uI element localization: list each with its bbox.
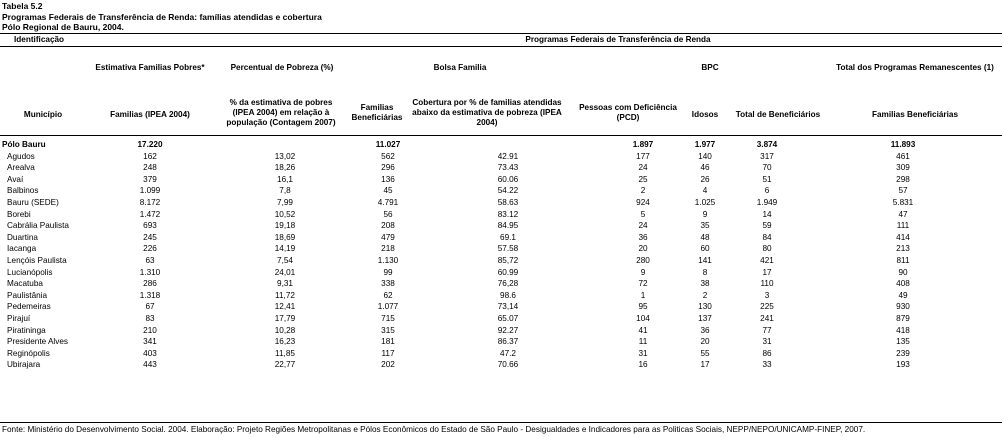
cell-total-beneficiarios: 3 <box>764 290 770 300</box>
cell-pcd: 104 <box>636 313 650 323</box>
table-row <box>0 209 1002 221</box>
data-table <box>0 139 1002 371</box>
cell-remanescentes: 461 <box>896 151 910 161</box>
cell-pcd: 24 <box>638 163 648 173</box>
top-rule <box>0 33 1002 34</box>
cell-municipio: Reginópolis <box>7 348 50 358</box>
header-total-beneficiarios: Total de Beneficiários <box>735 110 821 119</box>
cell-cobertura: 70.66 <box>497 360 519 370</box>
cell-pcd: 72 <box>638 279 648 289</box>
cell-total-beneficiarios: 14 <box>762 209 772 219</box>
cell-familias-ipea: 245 <box>143 232 157 242</box>
header-familias-beneficiarias: Familias Beneficiárias <box>351 103 403 122</box>
cell-familias-ipea: 1.318 <box>139 290 161 300</box>
cell-idosos: 1.025 <box>694 197 716 207</box>
table-row <box>0 336 1002 348</box>
cell-familias-ipea: 443 <box>143 360 157 370</box>
cell-municipio: Borebi <box>7 209 31 219</box>
cell-idosos: 36 <box>700 325 710 335</box>
cell-municipio: Agudos <box>7 151 35 161</box>
cell-cobertura <box>410 139 606 151</box>
cell-total-beneficiarios: 110 <box>760 279 774 289</box>
table-body <box>0 139 1002 371</box>
cell-remanescentes: 135 <box>896 337 910 347</box>
header-programas: Programas Federais de Transferência de Renda <box>525 35 711 44</box>
cell-pct-pobreza: 13,02 <box>274 151 296 161</box>
cell-idosos: 4 <box>702 186 708 196</box>
cell-total-beneficiarios: 421 <box>760 255 774 265</box>
cell-remanescentes: 111 <box>896 221 910 231</box>
cell-total-beneficiarios: 241 <box>760 313 774 323</box>
cell-cobertura: 60.99 <box>497 267 519 277</box>
header-familias-beneficiarias-2: Familias Beneficiárias <box>871 110 958 119</box>
cell-pcd: 1.897 <box>632 140 654 149</box>
cell-total-beneficiarios: 6 <box>764 186 770 196</box>
cell-familias-ipea: 17.220 <box>137 140 163 149</box>
header-percentual: Percentual de Pobreza (%) <box>230 63 334 72</box>
cell-familias-ipea: 1.472 <box>139 209 161 219</box>
table-title-block <box>2 1 322 33</box>
cell-familias-beneficiarias: 117 <box>381 348 395 358</box>
cell-familias-ipea: 693 <box>143 221 157 231</box>
cell-pcd: 924 <box>636 197 650 207</box>
header-municipio: Município <box>23 110 63 119</box>
cell-remanescentes: 879 <box>896 313 910 323</box>
table-row <box>0 243 1002 255</box>
cell-total-beneficiarios: 33 <box>762 360 772 370</box>
cell-familias-beneficiarias: 99 <box>383 267 393 277</box>
cell-idosos: 55 <box>700 348 710 358</box>
table-row <box>0 359 1002 371</box>
cell-municipio: Lençóis Paulista <box>7 255 67 265</box>
cell-pct-pobreza: 16,1 <box>277 174 293 184</box>
header-identificacao: Identificação <box>14 35 65 44</box>
cell-familias-beneficiarias: 1.077 <box>377 302 399 312</box>
cell-familias-ipea: 379 <box>143 174 157 184</box>
cell-familias-ipea: 403 <box>143 348 157 358</box>
cell-familias-beneficiarias: 136 <box>381 174 395 184</box>
cell-pct-pobreza: 7,99 <box>277 197 293 207</box>
cell-pcd: 11 <box>638 337 648 347</box>
cell-familias-ipea: 1.310 <box>139 267 161 277</box>
table-bottom-rule <box>0 422 1002 423</box>
cell-pcd: 2 <box>640 186 646 196</box>
cell-familias-beneficiarias: 315 <box>381 325 395 335</box>
cell-familias-ipea: 1.099 <box>139 186 161 196</box>
cell-cobertura: 54.22 <box>497 186 519 196</box>
cell-remanescentes: 5.831 <box>892 197 914 207</box>
cell-pcd: 24 <box>638 221 648 231</box>
cell-familias-beneficiarias: 562 <box>381 151 395 161</box>
cell-familias-beneficiarias: 202 <box>381 360 395 370</box>
table-row <box>0 290 1002 302</box>
cell-municipio: Duartina <box>7 232 38 242</box>
cell-remanescentes: 930 <box>896 302 910 312</box>
cell-remanescentes: 90 <box>898 267 908 277</box>
table-row <box>0 325 1002 337</box>
cell-total-beneficiarios: 70 <box>762 163 772 173</box>
cell-total-beneficiarios: 317 <box>760 151 774 161</box>
table-subtitle: Pólo Regional de Bauru, 2004. <box>2 22 124 32</box>
cell-remanescentes: 298 <box>896 174 910 184</box>
table-row <box>0 151 1002 163</box>
cell-pcd: 95 <box>638 302 648 312</box>
cell-pct-pobreza: 12,41 <box>274 302 296 312</box>
cell-cobertura: 58.63 <box>497 197 519 207</box>
header-bottom-rule <box>0 135 1002 136</box>
cell-familias-ipea: 162 <box>143 151 157 161</box>
cell-municipio: Macatuba <box>7 279 43 289</box>
cell-municipio: Bauru (SEDE) <box>7 197 59 207</box>
cell-idosos: 1.977 <box>694 140 716 149</box>
cell-pct-pobreza: 11,85 <box>275 348 295 358</box>
table-row <box>0 255 1002 267</box>
cell-total-beneficiarios: 1.949 <box>756 197 778 207</box>
cell-cobertura: 60.06 <box>497 174 519 184</box>
header-cobertura: Cobertura por % de familias atendidas abaixo da estimativa de pobreza (IPEA 2004) <box>412 98 562 127</box>
cell-pct-pobreza: 10,52 <box>274 209 296 219</box>
cell-pcd: 36 <box>638 232 648 242</box>
cell-familias-beneficiarias: 208 <box>381 221 395 231</box>
cell-familias-beneficiarias: 479 <box>381 232 395 242</box>
cell-cobertura: 69.1 <box>500 232 516 242</box>
cell-familias-ipea: 67 <box>145 302 155 312</box>
cell-familias-beneficiarias: 62 <box>383 290 393 300</box>
cell-total-beneficiarios: 225 <box>760 302 774 312</box>
table-row-total <box>0 139 1002 151</box>
cell-municipio: Presidente Alves <box>7 337 68 347</box>
cell-familias-beneficiarias: 56 <box>383 209 393 219</box>
cell-pcd: 5 <box>640 209 646 219</box>
cell-familias-beneficiarias: 181 <box>381 337 395 347</box>
cell-idosos: 26 <box>700 174 710 184</box>
cell-cobertura: 84.95 <box>497 221 519 231</box>
cell-total-beneficiarios: 31 <box>762 337 772 347</box>
cell-cobertura: 65.07 <box>497 313 519 323</box>
cell-cobertura: 76,28 <box>497 279 519 289</box>
cell-cobertura: 92.27 <box>497 325 519 335</box>
cell-municipio: Pedemeiras <box>7 302 51 312</box>
cell-municipio: Paulistânia <box>7 290 48 300</box>
table-row <box>0 162 1002 174</box>
cell-pct-pobreza: 18,26 <box>274 163 296 173</box>
header-pct-estimativa: % da estimativa de pobres (IPEA 2004) em relação à população (Contagem 2007) <box>226 98 336 127</box>
cell-familias-beneficiarias: 4.791 <box>377 197 399 207</box>
cell-remanescentes: 811 <box>896 255 910 265</box>
cell-familias-beneficiarias: 296 <box>381 163 395 173</box>
cell-cobertura: 57.58 <box>497 244 519 254</box>
cell-cobertura: 47.2 <box>500 348 516 358</box>
cell-idosos: 137 <box>698 313 712 323</box>
cell-remanescentes: 47 <box>898 209 908 219</box>
table-row <box>0 348 1002 360</box>
cell-idosos: 9 <box>702 209 708 219</box>
table-row <box>0 197 1002 209</box>
cell-municipio: Arealva <box>7 163 35 173</box>
cell-idosos: 141 <box>698 255 712 265</box>
cell-pct-pobreza: 14,19 <box>274 244 296 254</box>
cell-idosos: 2 <box>702 290 708 300</box>
cell-pct-pobreza: 24,01 <box>274 267 296 277</box>
cell-cobertura: 83.12 <box>497 209 519 219</box>
cell-pcd: 20 <box>638 244 648 254</box>
cell-idosos: 140 <box>698 151 712 161</box>
cell-familias-ipea: 226 <box>143 244 157 254</box>
cell-remanescentes: 11.893 <box>890 140 916 149</box>
cell-total-beneficiarios: 77 <box>762 325 772 335</box>
cell-pcd: 41 <box>638 325 648 335</box>
cell-idosos: 46 <box>700 163 710 173</box>
cell-pct-pobreza: 19,18 <box>274 221 296 231</box>
cell-familias-ipea: 63 <box>145 255 155 265</box>
header-rule <box>0 46 1002 47</box>
cell-pct-pobreza: 18,69 <box>274 232 296 242</box>
cell-pcd: 1 <box>640 290 646 300</box>
cell-remanescentes: 49 <box>898 290 908 300</box>
header-estimativa: Estimativa Familias Pobres* <box>95 63 205 72</box>
cell-pcd: 280 <box>636 255 650 265</box>
cell-pcd: 25 <box>638 174 648 184</box>
table-row <box>0 301 1002 313</box>
cell-total-beneficiarios: 51 <box>762 174 772 184</box>
cell-idosos: 8 <box>702 267 708 277</box>
cell-municipio: Piratininga <box>7 325 46 335</box>
cell-idosos: 60 <box>700 244 710 254</box>
cell-total-beneficiarios: 86 <box>762 348 772 358</box>
cell-total-beneficiarios: 3.874 <box>756 140 778 149</box>
cell-pct-pobreza: 22,77 <box>274 360 296 370</box>
cell-familias-beneficiarias: 11.027 <box>375 140 401 149</box>
cell-remanescentes: 57 <box>898 186 908 196</box>
table-row <box>0 267 1002 279</box>
cell-municipio: Pirajuí <box>7 313 31 323</box>
cell-familias-ipea: 248 <box>143 163 157 173</box>
cell-municipio: Pólo Bauru <box>2 140 46 149</box>
header-bpc: BPC <box>701 63 719 72</box>
table-row <box>0 313 1002 325</box>
cell-pct-pobreza <box>204 139 366 151</box>
cell-remanescentes: 239 <box>896 348 910 358</box>
cell-familias-ipea: 210 <box>143 325 157 335</box>
cell-familias-ipea: 8.172 <box>139 197 161 207</box>
cell-idosos: 17 <box>700 360 710 370</box>
cell-remanescentes: 309 <box>896 163 910 173</box>
cell-cobertura: 98.6 <box>500 290 516 300</box>
cell-cobertura: 86.37 <box>497 337 519 347</box>
cell-cobertura: 73,14 <box>497 302 519 312</box>
table-row <box>0 220 1002 232</box>
cell-idosos: 35 <box>700 221 710 231</box>
cell-cobertura: 42.91 <box>497 151 519 161</box>
cell-idosos: 130 <box>698 302 712 312</box>
table-number: Tabela 5.2 <box>2 1 43 11</box>
cell-remanescentes: 408 <box>896 279 910 289</box>
cell-remanescentes: 418 <box>896 325 910 335</box>
table-row <box>0 185 1002 197</box>
cell-pct-pobreza: 9,31 <box>277 279 293 289</box>
cell-pct-pobreza: 17,79 <box>274 313 296 323</box>
header-total-remanescentes: Total dos Programas Remanescentes (1) <box>836 63 994 72</box>
cell-idosos: 48 <box>700 232 710 242</box>
cell-familias-beneficiarias: 1.130 <box>377 255 399 265</box>
cell-total-beneficiarios: 59 <box>762 221 772 231</box>
cell-total-beneficiarios: 17 <box>762 267 772 277</box>
table-row <box>0 232 1002 244</box>
table-row <box>0 174 1002 186</box>
cell-remanescentes: 193 <box>896 360 910 370</box>
cell-municipio: Balbinos <box>7 186 39 196</box>
cell-pct-pobreza: 7,8 <box>279 186 291 196</box>
cell-familias-beneficiarias: 715 <box>381 313 395 323</box>
cell-municipio: Lucianópolis <box>7 267 53 277</box>
cell-pct-pobreza: 10,28 <box>274 325 296 335</box>
cell-idosos: 38 <box>700 279 710 289</box>
cell-pct-pobreza: 7,54 <box>277 255 293 265</box>
cell-familias-beneficiarias: 45 <box>383 186 393 196</box>
cell-familias-beneficiarias: 218 <box>381 244 395 254</box>
cell-familias-ipea: 286 <box>143 279 157 289</box>
cell-pcd: 31 <box>638 348 648 358</box>
cell-municipio: Iacanga <box>7 244 37 254</box>
table-row <box>0 278 1002 290</box>
header-bolsa-familia: Bolsa Familia <box>433 63 487 72</box>
cell-municipio: Avaí <box>7 174 24 184</box>
header-pcd: Pessoas com Deficiência (PCD) <box>579 103 677 122</box>
cell-remanescentes: 213 <box>896 244 910 254</box>
header-familias-ipea: Familias (IPEA 2004) <box>110 110 190 119</box>
cell-cobertura: 85,72 <box>497 255 519 265</box>
cell-municipio: Cabrália Paulista <box>7 221 69 231</box>
cell-pcd: 16 <box>638 360 648 370</box>
table-title: Programas Federais de Transferência de Renda: famílias atendidas e cobertura <box>2 11 322 22</box>
cell-pcd: 9 <box>640 267 646 277</box>
cell-total-beneficiarios: 84 <box>762 232 772 242</box>
cell-familias-ipea: 341 <box>143 337 157 347</box>
cell-idosos: 20 <box>700 337 710 347</box>
cell-remanescentes: 414 <box>896 232 910 242</box>
cell-pcd: 177 <box>636 151 650 161</box>
header-idosos: Idosos <box>691 110 719 119</box>
footer-fonte: Fonte: Ministério do Desenvolvimento Social. 2004. Elaboração: Projeto Regiões Metropolitanas e Pólos Econômicos do Estado de São Paulo - Desigualdades e Indicadores para as Politicas Sociais, NEPP/NEPO/UNICAMP-FINEP, 2007. <box>2 425 866 434</box>
cell-municipio: Ubirajara <box>7 360 41 370</box>
cell-total-beneficiarios: 80 <box>762 244 772 254</box>
cell-pct-pobreza: 16,23 <box>274 337 296 347</box>
cell-familias-beneficiarias: 338 <box>381 279 395 289</box>
cell-cobertura: 73.43 <box>497 163 519 173</box>
cell-familias-ipea: 83 <box>145 313 155 323</box>
cell-pct-pobreza: 11,72 <box>275 290 295 300</box>
